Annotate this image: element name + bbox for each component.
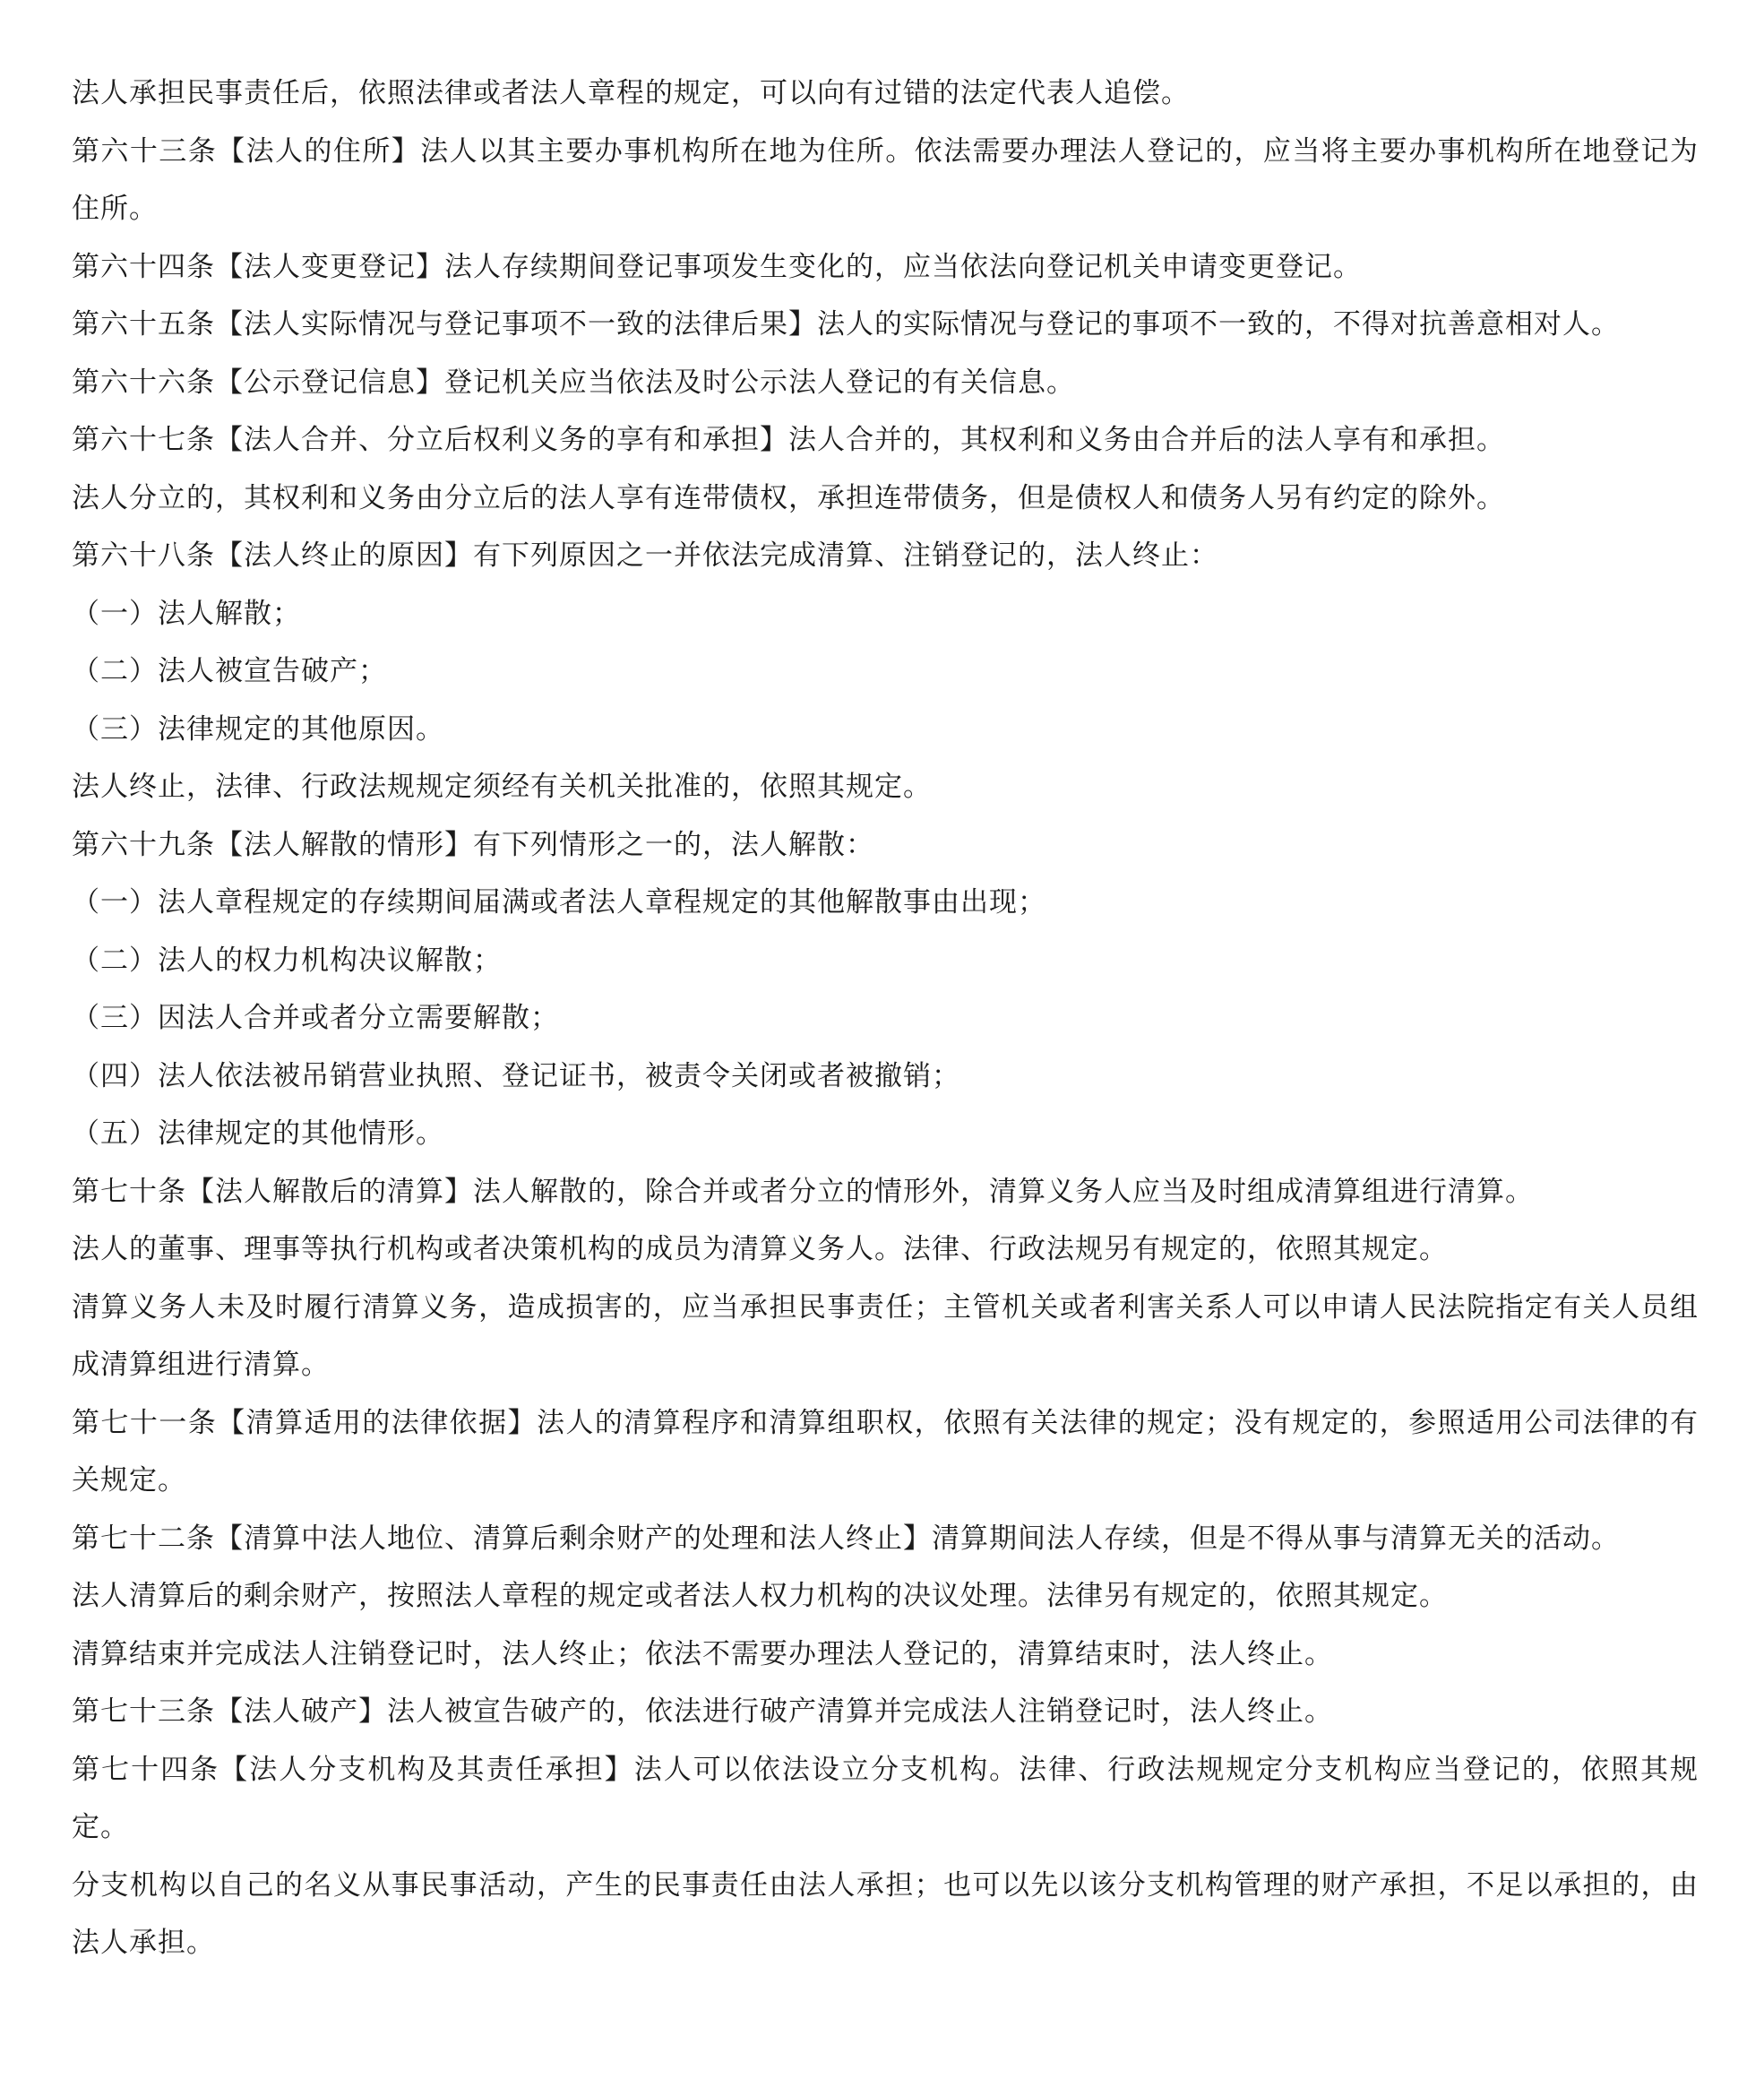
paragraph: 法人的董事、理事等执行机构或者决策机构的成员为清算义务人。法律、行政法规另有规定的，依照其规定。	[72, 1233, 1448, 1265]
document-body	[72, 65, 1699, 1972]
list-item: （一）法人章程规定的存续期间届满或者法人章程规定的其他解散事由出现；	[72, 886, 1046, 919]
article-69: 第六十九条【法人解散的情形】有下列情形之一的，法人解散：	[72, 828, 874, 861]
article-71: 第七十一条【清算适用的法律依据】法人的清算程序和清算组职权，依照有关法律的规定；没有规定的，参照适用公司法律的有关规定。	[72, 1406, 1699, 1497]
list-item: （一）法人解散；	[72, 597, 301, 630]
article-72: 第七十二条【清算中法人地位、清算后剩余财产的处理和法人终止】清算期间法人存续，但是不得从事与清算无关的活动。	[72, 1522, 1620, 1555]
article-66: 第六十六条【公示登记信息】登记机关应当依法及时公示法人登记的有关信息。	[72, 366, 1075, 399]
list-item: （二）法人的权力机构决议解散；	[72, 944, 502, 977]
list-item: （三）因法人合并或者分立需要解散；	[72, 1002, 559, 1034]
article-74: 第七十四条【法人分支机构及其责任承担】法人可以依法设立分支机构。法律、行政法规规定分支机构应当登记的，依照其规定。	[72, 1753, 1699, 1843]
paragraph: 清算义务人未及时履行清算义务，造成损害的，应当承担民事责任；主管机关或者利害关系人可以申请人民法院指定有关人员组成清算组进行清算。	[72, 1290, 1699, 1381]
paragraph: 清算结束并完成法人注销登记时，法人终止；依法不需要办理法人登记的，清算结束时，法人终止。	[72, 1637, 1333, 1670]
article-63: 第六十三条【法人的住所】法人以其主要办事机构所在地为住所。依法需要办理法人登记的，应当将主要办事机构所在地登记为住所。	[72, 134, 1699, 225]
list-item: （四）法人依法被吊销营业执照、登记证书，被责令关闭或者被撤销；	[72, 1059, 960, 1092]
paragraph: 法人清算后的剩余财产，按照法人章程的规定或者法人权力机构的决议处理。法律另有规定的，依照其规定。	[72, 1580, 1448, 1612]
list-item: （三）法律规定的其他原因。	[72, 712, 444, 746]
article-68: 第六十八条【法人终止的原因】有下列原因之一并依法完成清算、注销登记的，法人终止：	[72, 539, 1218, 572]
paragraph: 法人分立的，其权利和义务由分立后的法人享有连带债权，承担连带债务，但是债权人和债务人另有约定的除外。	[72, 481, 1505, 514]
list-item: （二）法人被宣告破产；	[72, 655, 387, 687]
list-item: （五）法律规定的其他情形。	[72, 1117, 444, 1150]
article-70: 第七十条【法人解散后的清算】法人解散的，除合并或者分立的情形外，清算义务人应当及时组成清算组进行清算。	[72, 1175, 1534, 1208]
article-65: 第六十五条【法人实际情况与登记事项不一致的法律后果】法人的实际情况与登记的事项不一致的，不得对抗善意相对人。	[72, 308, 1620, 341]
article-67: 第六十七条【法人合并、分立后权利义务的享有和承担】法人合并的，其权利和义务由合并后的法人享有和承担。	[72, 424, 1505, 456]
paragraph: 法人终止，法律、行政法规规定须经有关机关批准的，依照其规定。	[72, 771, 932, 803]
article-64: 第六十四条【法人变更登记】法人存续期间登记事项发生变化的，应当依法向登记机关申请变更登记。	[72, 250, 1362, 283]
paragraph: 法人承担民事责任后，依照法律或者法人章程的规定，可以向有过错的法定代表人追偿。	[72, 77, 1190, 109]
paragraph: 分支机构以自己的名义从事民事活动，产生的民事责任由法人承担；也可以先以该分支机构管理的财产承担，不足以承担的，由法人承担。	[72, 1868, 1699, 1959]
article-73: 第七十三条【法人破产】法人被宣告破产的，依法进行破产清算并完成法人注销登记时，法人终止。	[72, 1695, 1333, 1728]
